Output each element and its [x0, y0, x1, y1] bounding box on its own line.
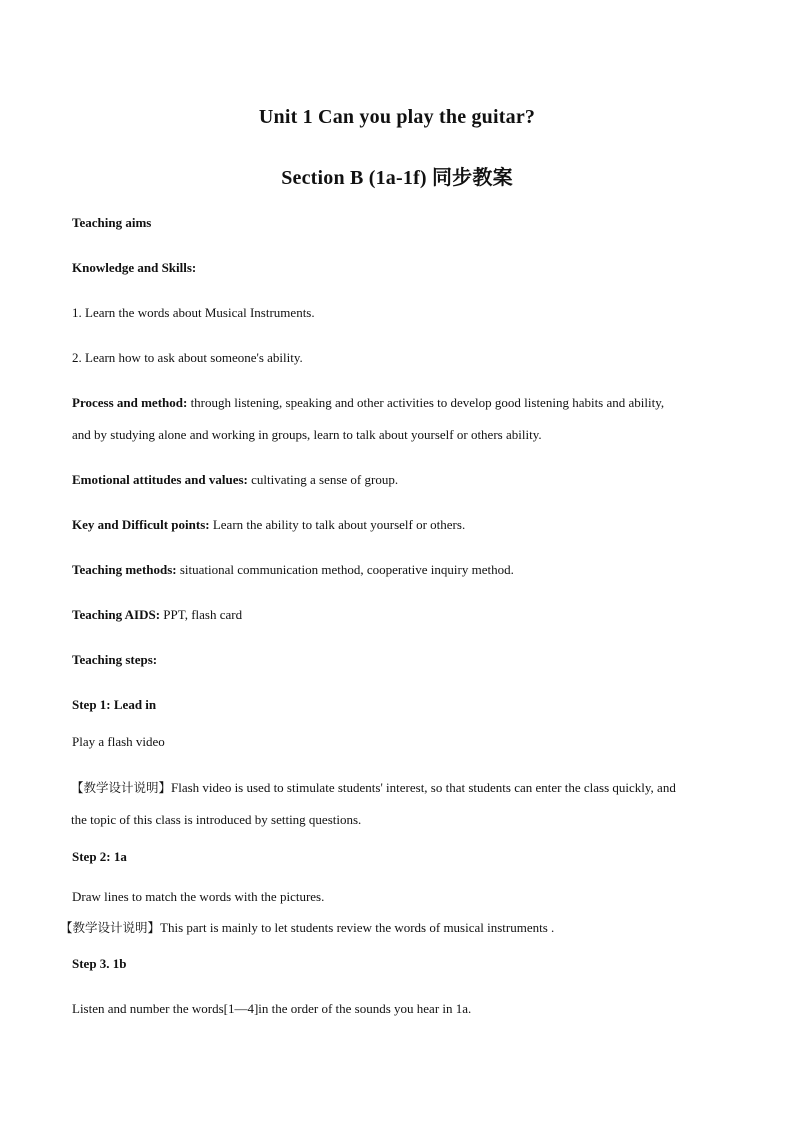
- heading-teaching-aims: Teaching aims: [72, 215, 152, 230]
- heading-knowledge-skills: Knowledge and Skills:: [72, 260, 197, 275]
- step2-design-note: [60, 912, 720, 944]
- aids-label: Teaching AIDS:: [72, 607, 161, 622]
- process-text-line1: through listening, speaking and other activities to develop good listening habits and ability,: [187, 395, 665, 410]
- document-title: Unit 1 Can you play the guitar?: [258, 106, 536, 128]
- aim-item-2: 2. Learn how to ask about someone's ability.: [72, 350, 303, 365]
- step3-text: Listen and number the words[1—4]in the order of the sounds you hear in 1a.: [72, 1001, 472, 1016]
- process-method-paragraph: [72, 387, 732, 451]
- step1-design-note: [71, 772, 731, 836]
- emotion-label: Emotional attitudes and values:: [72, 472, 248, 487]
- emotion-paragraph: [72, 464, 732, 496]
- heading-step-1: Step 1: Lead in: [72, 697, 157, 712]
- key-label: Key and Difficult points:: [72, 517, 210, 532]
- aim-item-1: 1. Learn the words about Musical Instruments.: [72, 305, 315, 320]
- step1-text: Play a flash video: [72, 734, 165, 749]
- methods-label: Teaching methods:: [72, 562, 177, 577]
- key-points-paragraph: [72, 509, 732, 541]
- key-text: Learn the ability to talk about yourself or others.: [209, 517, 466, 532]
- design-note-label: 【教学设计说明】: [71, 780, 172, 795]
- teaching-aids-paragraph: [72, 599, 732, 631]
- heading-teaching-steps: Teaching steps:: [72, 652, 158, 667]
- heading-step-3: Step 3. 1b: [72, 956, 127, 971]
- heading-step-2: Step 2: 1a: [72, 849, 127, 864]
- step2-text: Draw lines to match the words with the pictures.: [72, 889, 325, 904]
- aids-text: PPT, flash card: [160, 607, 243, 622]
- step1-note-line2: the topic of this class is introduced by setting questions.: [71, 812, 362, 827]
- step2-note-text: This part is mainly to let students review the words of musical instruments .: [160, 920, 555, 935]
- emotion-text: cultivating a sense of group.: [247, 472, 399, 487]
- process-label: Process and method:: [72, 395, 188, 410]
- design-note-label: 【教学设计说明】: [60, 920, 161, 935]
- methods-text: situational communication method, cooperative inquiry method.: [176, 562, 514, 577]
- teaching-methods-paragraph: [72, 554, 732, 586]
- step1-note-line1: Flash video is used to stimulate students' interest, so that students can enter the class quickly, and: [171, 780, 676, 795]
- process-text-line2: and by studying alone and working in groups, learn to talk about yourself or others ability.: [72, 427, 542, 442]
- document-subtitle: Section B (1a-1f) 同步教案: [281, 167, 513, 189]
